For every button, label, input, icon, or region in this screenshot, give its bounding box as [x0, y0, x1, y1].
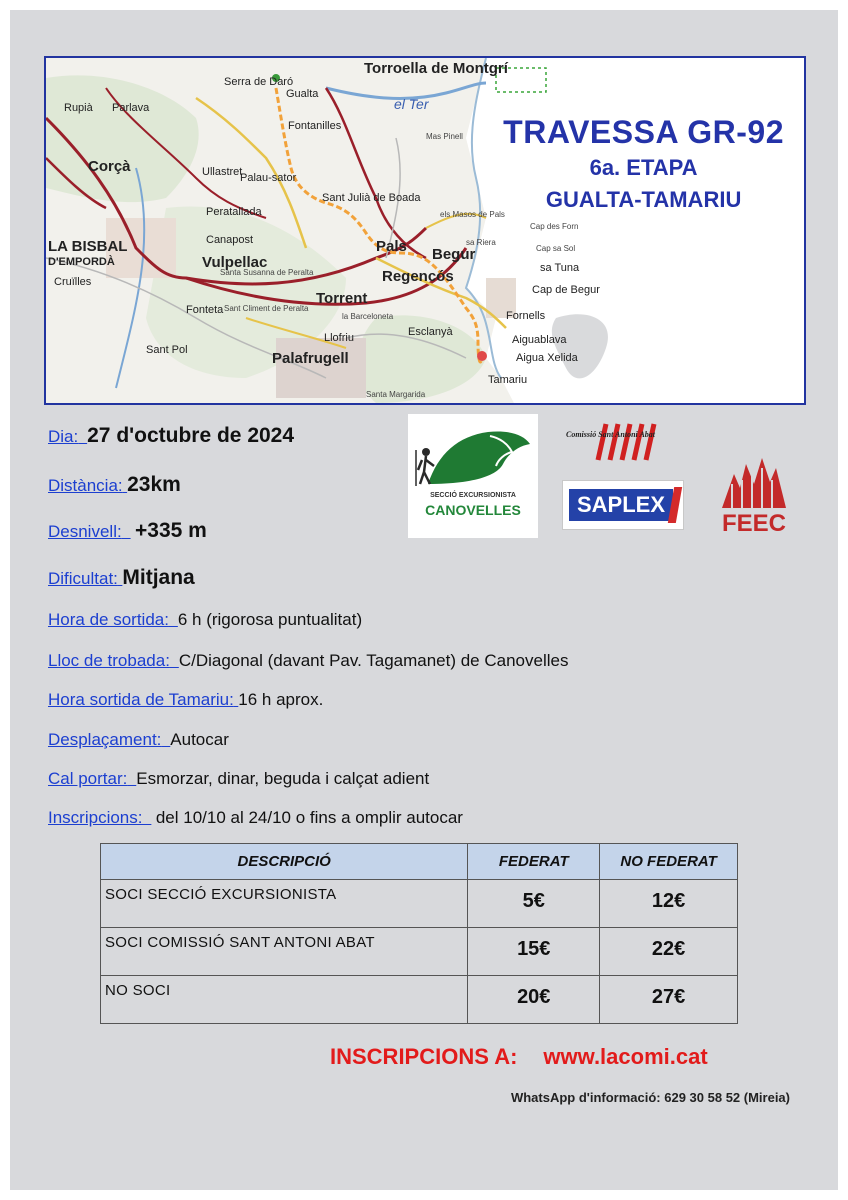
hora-tamariu-value: 16 h aprox. [238, 690, 324, 709]
portar-label: Cal portar: [48, 769, 128, 788]
place-fontanilles: Fontanilles [288, 120, 342, 132]
place-sant-julia: Sant Julià de Boada [322, 192, 421, 204]
dia-value: 27 d'octubre de 2024 [87, 424, 295, 447]
inscripcions-label: Inscripcions: [48, 808, 143, 827]
place-peratallada: Peratallada [206, 206, 262, 218]
feec-logo [712, 454, 796, 540]
distancia-label: Distància: [48, 476, 123, 495]
comissio-text: Comissió Sant Antoni Abat [566, 430, 655, 439]
stage-label: 6a. ETAPA [589, 155, 698, 180]
route-title: TRAVESSA GR-92 [503, 114, 784, 150]
place-palafrugell: Palafrugell [272, 350, 349, 367]
feec-peaks-icon [712, 454, 796, 510]
website-link[interactable]: www.lacomi.cat [543, 1044, 708, 1069]
info-row-lloc [48, 651, 568, 671]
inscripcions-footer [330, 1044, 708, 1070]
info-row-hora-sortida [48, 610, 362, 630]
desplacament-value: Autocar [170, 730, 229, 749]
desplacament-label: Desplaçament: [48, 730, 162, 749]
place-pals: Pals [376, 238, 407, 255]
comissio-logo [558, 420, 698, 464]
map-title-block [503, 114, 784, 213]
place-sa-riera: sa Riera [466, 238, 496, 247]
place-palau-sator: Palau-sator [240, 172, 297, 184]
place-aiguablava: Aiguablava [512, 334, 567, 346]
place-torrent: Torrent [316, 290, 368, 307]
saplex-text: SAPLEX [569, 489, 673, 521]
info-row-hora-tamariu [48, 690, 323, 710]
dificultat-label: Dificultat: [48, 569, 118, 588]
place-cap-forn: Cap des Forn [530, 222, 579, 231]
canovelles-logo [408, 414, 538, 538]
hora-tamariu-label: Hora sortida de Tamariu: [48, 690, 234, 709]
portar-value: Esmorzar, dinar, beguda i calçat adient [136, 769, 430, 788]
info-row-desnivell [48, 519, 207, 543]
place-torroella: Torroella de Montgrí [364, 60, 508, 77]
desnivell-value: +335 m [135, 519, 207, 542]
place-la-bisbal: LA BISBAL [48, 238, 128, 255]
info-row-dia [48, 424, 294, 448]
place-masos-pals: els Masos de Pals [440, 210, 505, 219]
row-no-federat: 22€ [600, 928, 738, 976]
place-fornells: Fornells [506, 310, 546, 322]
table-row [101, 976, 738, 1024]
place-cap-begur: Cap de Begur [532, 284, 600, 296]
hiker-mountain-icon [408, 414, 538, 494]
row-no-federat: 27€ [600, 976, 738, 1024]
inscripcions-footer-label: INSCRIPCIONS A: [330, 1044, 518, 1069]
desnivell-label: Desnivell: [48, 522, 122, 541]
lloc-label: Lloc de trobada: [48, 651, 170, 670]
row-desc: SOCI COMISSIÓ SANT ANTONI ABAT [101, 928, 468, 976]
place-begur: Begur [432, 246, 476, 263]
place-emporda: D'EMPORDÀ [48, 256, 115, 268]
place-corca: Corçà [88, 158, 131, 175]
row-desc: NO SOCI [101, 976, 468, 1024]
place-fonteta: Fonteta [186, 304, 224, 316]
route-map [44, 56, 806, 405]
distancia-value: 23km [127, 473, 181, 496]
place-regencos: Regencós [382, 268, 454, 285]
row-desc: SOCI SECCIÓ EXCURSIONISTA [101, 880, 468, 928]
place-aigua-xelida: Aigua Xelida [516, 352, 578, 364]
place-el-ter: el Ter [394, 96, 429, 112]
info-row-portar [48, 769, 429, 789]
price-table [100, 843, 738, 1024]
saplex-logo [562, 480, 684, 530]
info-row-inscripcions [48, 808, 463, 828]
place-vulpellac: Vulpellac [202, 254, 268, 271]
place-rupia: Rupià [64, 102, 93, 114]
row-no-federat: 12€ [600, 880, 738, 928]
inscripcions-value: del 10/10 al 24/10 o fins a omplir autocar [155, 808, 463, 827]
place-canapost: Canapost [206, 234, 254, 246]
lloc-value: C/Diagonal (davant Pav. Tagamanet) de Canovelles [178, 651, 569, 670]
row-federat: 5€ [468, 880, 600, 928]
table-row [101, 880, 738, 928]
header-descripcio: DESCRIPCIÓ [101, 844, 468, 880]
place-sant-climent: Sant Climent de Peralta [224, 304, 309, 313]
hora-sortida-value: 6 h (rigorosa puntualitat) [177, 610, 363, 629]
place-barceloneta: la Barceloneta [342, 312, 394, 321]
header-federat: FEDERAT [468, 844, 600, 880]
place-santa-susanna: Santa Susanna de Peralta [220, 268, 314, 277]
row-federat: 15€ [468, 928, 600, 976]
place-mas-pinell: Mas Pinell [426, 132, 463, 141]
place-cap-sa-sol: Cap sa Sol [536, 244, 576, 253]
place-santa-margarida: Santa Margarida [366, 390, 426, 399]
canovelles-line2: CANOVELLES [425, 502, 521, 518]
row-federat: 20€ [468, 976, 600, 1024]
place-serra-daro: Serra de Daró [224, 76, 294, 88]
place-sant-pol: Sant Pol [146, 344, 188, 356]
dia-label: Dia: [48, 427, 79, 446]
info-row-desplacament [48, 730, 229, 750]
hora-sortida-label: Hora de sortida: [48, 610, 169, 629]
place-tamariu: Tamariu [488, 374, 528, 386]
info-row-dificultat [48, 566, 195, 590]
route-name: GUALTA-TAMARIU [545, 187, 742, 212]
feec-text: FEEC [721, 510, 786, 537]
place-sa-tuna: sa Tuna [540, 262, 580, 274]
table-row [101, 928, 738, 976]
canovelles-line1: SECCIÓ EXCURSIONISTA [430, 492, 516, 499]
info-row-distancia [48, 473, 181, 497]
place-llofriu: Llofriu [324, 332, 354, 344]
place-esclanya: Esclanyà [408, 326, 453, 338]
whatsapp-info: WhatsApp d'informació: 629 30 58 52 (Mireia) [510, 1090, 790, 1105]
header-no-federat: NO FEDERAT [600, 844, 738, 880]
place-gualta: Gualta [286, 88, 319, 100]
place-ullastret: Ullastret [202, 166, 243, 178]
comissio-stripes-icon [558, 420, 698, 464]
dificultat-value: Mitjana [122, 566, 195, 589]
place-parlava: Parlava [112, 102, 150, 114]
table-header-row [101, 844, 738, 880]
place-cruilles: Cruïlles [54, 276, 92, 288]
